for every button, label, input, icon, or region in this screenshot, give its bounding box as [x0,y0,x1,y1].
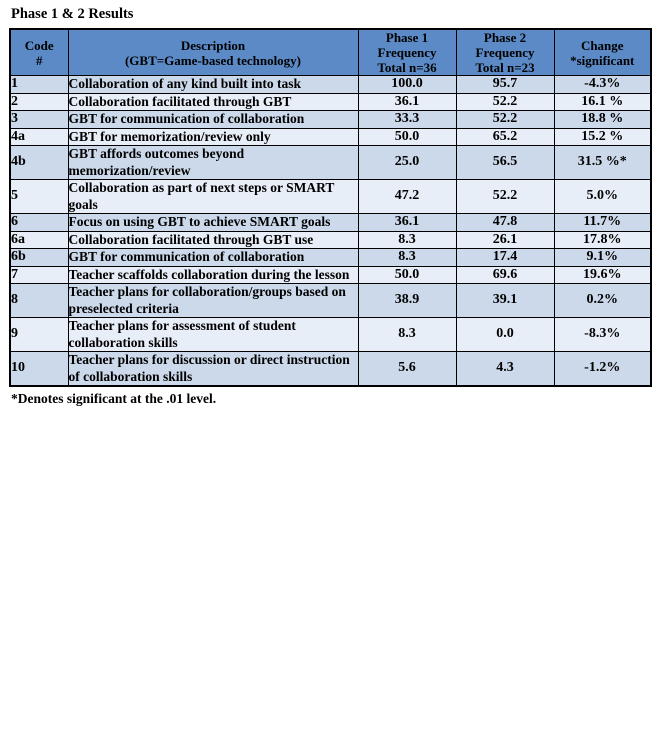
cell-phase1: 47.2 [358,180,456,214]
cell-change: -4.3% [554,76,651,94]
cell-phase2: 95.7 [456,76,554,94]
cell-phase2: 47.8 [456,214,554,232]
table-row [10,76,651,94]
cell-description: Collaboration facilitated through GBT use [68,231,358,249]
cell-phase2: 39.1 [456,284,554,318]
cell-phase1: 36.1 [358,214,456,232]
cell-change: 11.7% [554,214,651,232]
cell-description: Collaboration as part of next steps or SMART goals [68,180,358,214]
cell-code: 3 [10,111,68,129]
table-body [10,76,651,387]
table-header-row [10,29,651,76]
cell-phase2: 56.5 [456,146,554,180]
cell-change: 17.8% [554,231,651,249]
cell-phase2: 17.4 [456,249,554,267]
table-row [10,266,651,284]
column-header-code: Code # [10,29,68,76]
cell-description: Teacher plans for assessment of student collaboration skills [68,318,358,352]
cell-phase1: 33.3 [358,111,456,129]
cell-change: 16.1 % [554,93,651,111]
cell-description: Focus on using GBT to achieve SMART goals [68,214,358,232]
table-row [10,146,651,180]
cell-change: -8.3% [554,318,651,352]
cell-phase1: 8.3 [358,249,456,267]
cell-phase2: 0.0 [456,318,554,352]
cell-phase1: 25.0 [358,146,456,180]
table-row [10,180,651,214]
cell-phase1: 8.3 [358,231,456,249]
cell-code: 4a [10,128,68,146]
cell-phase2: 52.2 [456,180,554,214]
cell-phase2: 52.2 [456,111,554,129]
table-row [10,93,651,111]
cell-phase1: 50.0 [358,128,456,146]
cell-phase2: 26.1 [456,231,554,249]
column-header-description: Description (GBT=Game-based technology) [68,29,358,76]
cell-code: 9 [10,318,68,352]
table-row [10,318,651,352]
table-caption: Phase 1 & 2 Results [11,6,134,22]
table-row [10,249,651,267]
results-table [9,28,652,387]
cell-change: 9.1% [554,249,651,267]
cell-phase1: 50.0 [358,266,456,284]
column-header-phase1: Phase 1 Frequency Total n=36 [358,29,456,76]
column-header-change: Change *significant [554,29,651,76]
cell-phase1: 5.6 [358,352,456,387]
cell-change: 19.6% [554,266,651,284]
cell-code: 6a [10,231,68,249]
cell-phase2: 65.2 [456,128,554,146]
cell-phase2: 69.6 [456,266,554,284]
cell-code: 5 [10,180,68,214]
cell-code: 4b [10,146,68,180]
table-header [10,29,651,76]
cell-change: 0.2% [554,284,651,318]
cell-description: Collaboration of any kind built into task [68,76,358,94]
cell-change: 18.8 % [554,111,651,129]
cell-code: 10 [10,352,68,387]
cell-code: 1 [10,76,68,94]
cell-description: GBT for communication of collaboration [68,249,358,267]
table-row [10,214,651,232]
table-row [10,284,651,318]
cell-description: Teacher scaffolds collaboration during the lesson [68,266,358,284]
cell-code: 2 [10,93,68,111]
cell-change: 15.2 % [554,128,651,146]
cell-code: 6 [10,214,68,232]
cell-description: Collaboration facilitated through GBT [68,93,358,111]
table-row [10,231,651,249]
cell-description: Teacher plans for collaboration/groups based on preselected criteria [68,284,358,318]
cell-phase1: 38.9 [358,284,456,318]
cell-description: GBT for communication of collaboration [68,111,358,129]
table-footnote: *Denotes significant at the .01 level. [11,391,217,406]
cell-code: 8 [10,284,68,318]
cell-code: 6b [10,249,68,267]
cell-change: 5.0% [554,180,651,214]
column-header-phase2: Phase 2 Frequency Total n=23 [456,29,554,76]
cell-phase1: 36.1 [358,93,456,111]
cell-description: GBT affords outcomes beyond memorization/review [68,146,358,180]
cell-phase2: 4.3 [456,352,554,387]
cell-change: 31.5 %* [554,146,651,180]
table-row [10,128,651,146]
cell-description: GBT for memorization/review only [68,128,358,146]
cell-phase1: 100.0 [358,76,456,94]
cell-description: Teacher plans for discussion or direct instruction of collaboration skills [68,352,358,387]
cell-change: -1.2% [554,352,651,387]
table-row [10,352,651,387]
cell-code: 7 [10,266,68,284]
cell-phase1: 8.3 [358,318,456,352]
cell-phase2: 52.2 [456,93,554,111]
table-row [10,111,651,129]
